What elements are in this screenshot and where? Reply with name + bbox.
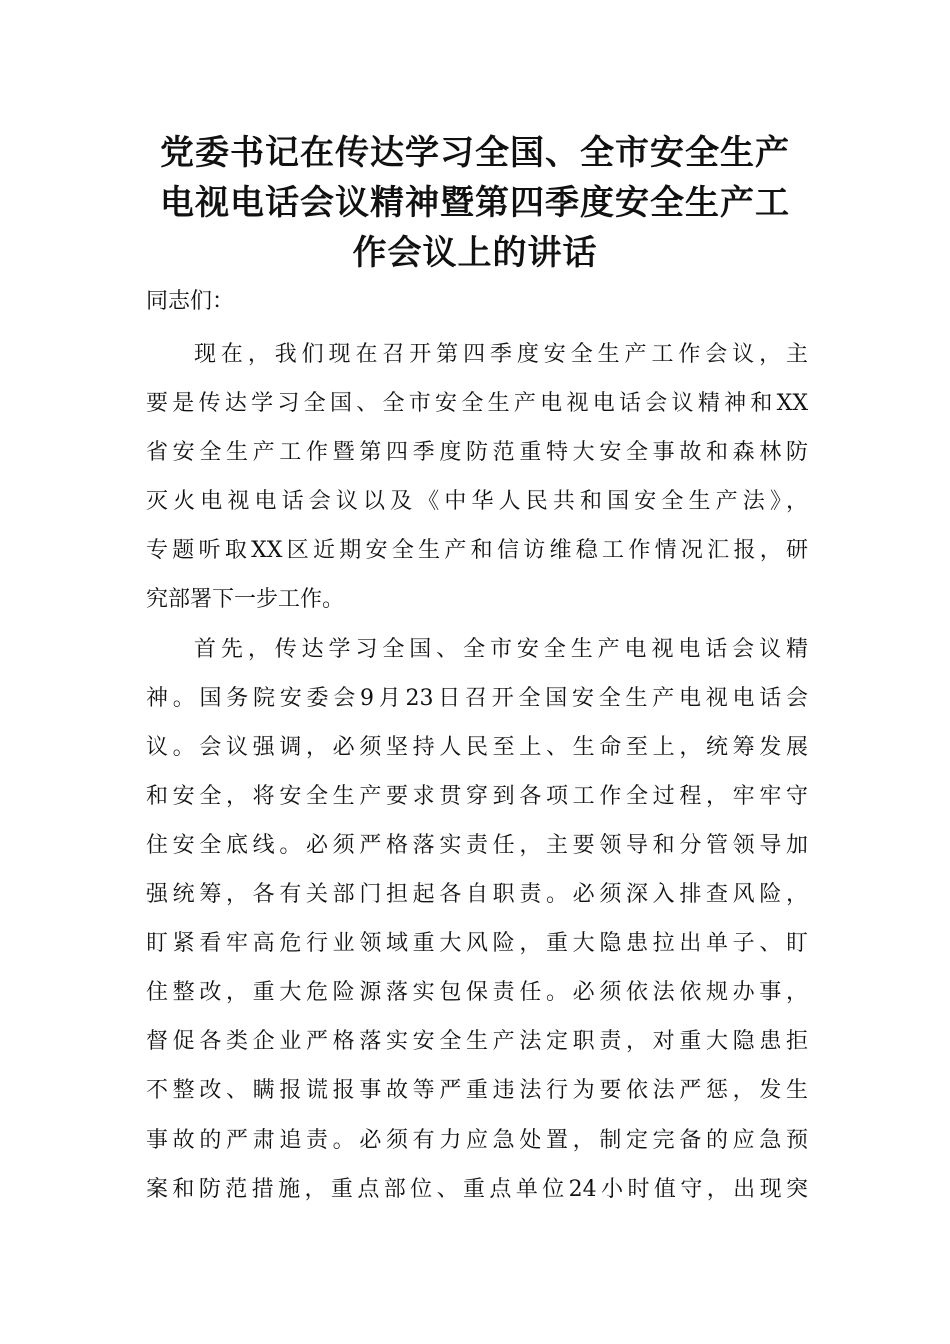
paragraph-2 bbox=[146, 625, 808, 1214]
paragraph-line: 神。国务院安委会9月23日召开全国安全生产电视电话会 bbox=[146, 685, 808, 711]
paragraph-line: 盯紧看牢高危行业领域重大风险，重大隐患拉出单子、盯 bbox=[146, 931, 808, 957]
paragraph-line: 省安全生产工作暨第四季度防范重特大安全事故和森林防 bbox=[146, 440, 808, 466]
title-line-2: 电视电话会议精神暨第四季度安全生产工 bbox=[160, 183, 790, 223]
paragraph-1 bbox=[146, 330, 808, 625]
paragraph-line: 住安全底线。必须严格落实责任，主要领导和分管领导加 bbox=[146, 832, 808, 858]
paragraph-line: 首先，传达学习全国、全市安全生产电视电话会议精 bbox=[194, 636, 808, 662]
paragraph-line: 强统筹，各有关部门担起各自职责。必须深入排查风险， bbox=[146, 882, 808, 908]
paragraph-line: 事故的严肃追责。必须有力应急处置，制定完备的应急预 bbox=[146, 1127, 808, 1153]
paragraph-line: 住整改，重大危险源落实包保责任。必须依法依规办事， bbox=[146, 980, 808, 1006]
salutation: 同志们： bbox=[146, 289, 235, 314]
title-line-3: 作会议上的讲话 bbox=[352, 233, 598, 273]
title-line-1: 党委书记在传达学习全国、全市安全生产 bbox=[160, 133, 790, 173]
paragraph-line: 不整改、瞒报谎报事故等严重违法行为要依法严惩，发生 bbox=[146, 1078, 808, 1104]
paragraph-line: 专题听取XX区近期安全生产和信访维稳工作情况汇报，研 bbox=[146, 538, 808, 564]
paragraph-line: 议。会议强调，必须坚持人民至上、生命至上，统筹发展 bbox=[146, 734, 808, 760]
paragraph-line: 现在，我们现在召开第四季度安全生产工作会议，主 bbox=[194, 342, 808, 367]
paragraph-line: 究部署下一步工作。 bbox=[146, 587, 345, 613]
paragraph-line: 督促各类企业严格落实安全生产法定职责，对重大隐患拒 bbox=[146, 1029, 808, 1055]
paragraph-line: 和安全，将安全生产要求贯穿到各项工作全过程，牢牢守 bbox=[146, 783, 808, 809]
paragraph-line: 要是传达学习全国、全市安全生产电视电话会议精神和XX bbox=[146, 391, 808, 417]
paragraph-line: 灭火电视电话会议以及《中华人民共和国安全生产法》， bbox=[146, 489, 808, 515]
document-title bbox=[120, 128, 830, 278]
paragraph-line: 案和防范措施，重点部位、重点单位24小时值守，出现突 bbox=[146, 1176, 808, 1202]
document-body bbox=[146, 330, 808, 1214]
